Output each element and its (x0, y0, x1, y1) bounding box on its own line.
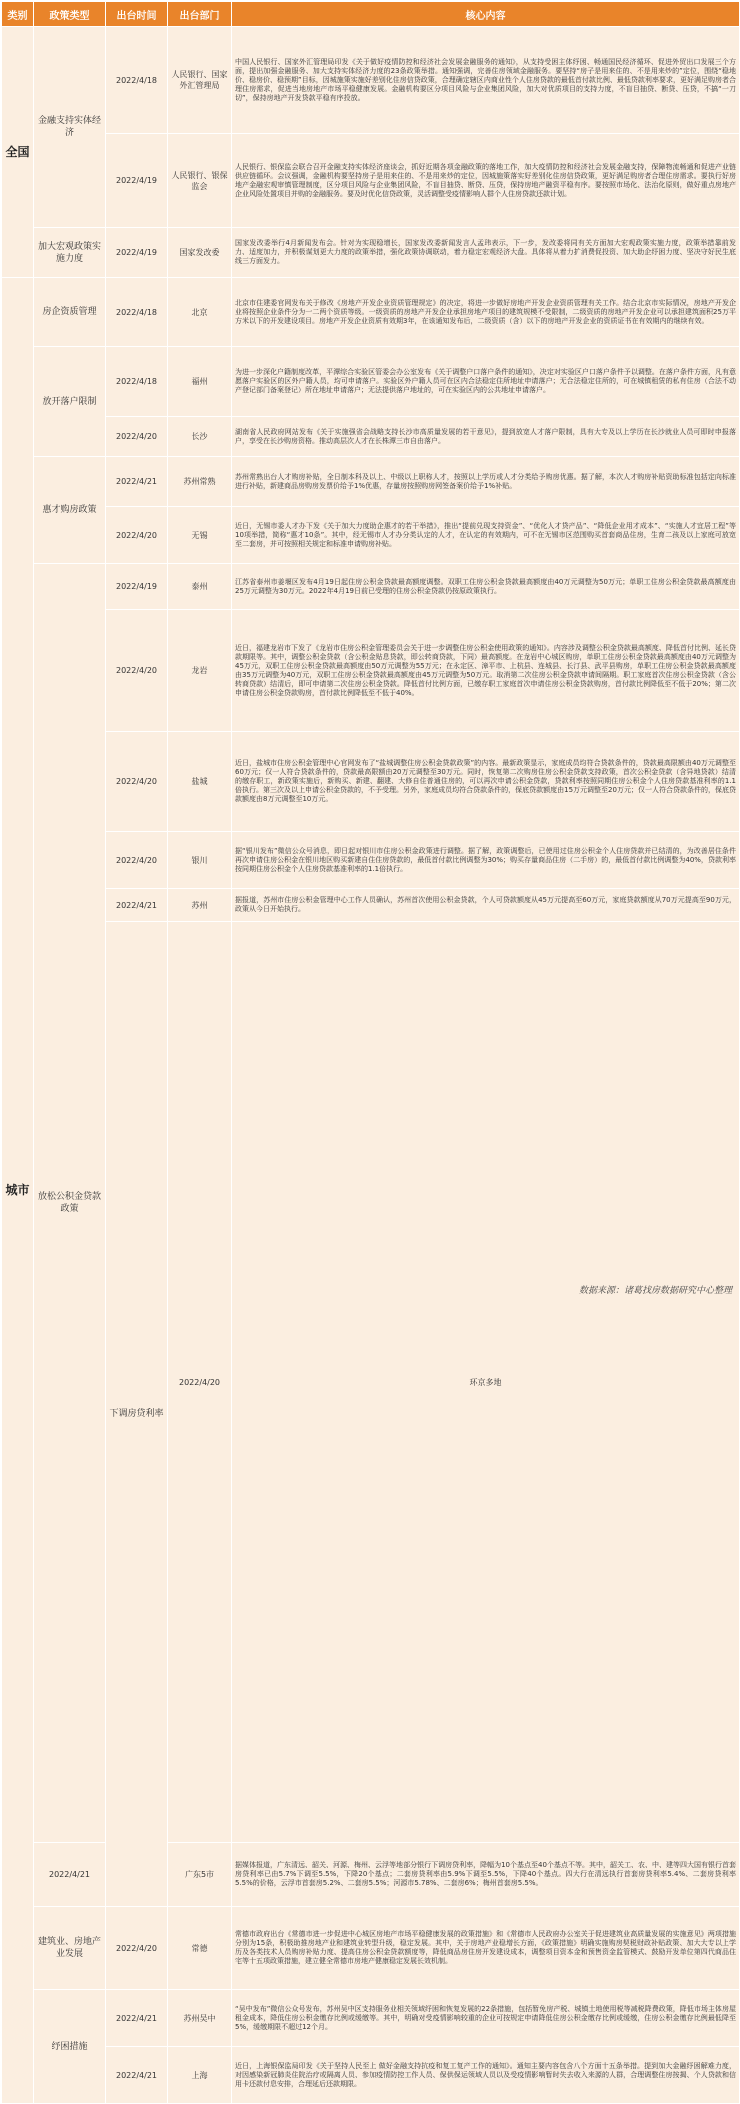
date-cell: 2022/4/21 (34, 1843, 106, 1907)
content-cell: 近日，上海银保监局印发《关于坚持人民至上 做好金融支持抗疫和复工复产工作的通知》。通知主要内容包含八个方面十五条举措。提到加大金融纾困解难力度，对因感染新冠肺炎住院治疗或隔离人员、参加疫情防控工作人员、保供保运领域人员以及受疫情影响暂时失去收入来源的人群，合理调整住房按揭、个人贷款和信用卡还款付息安排，合理延后还款期限。 (232, 2047, 740, 2104)
date-cell: 2022/4/20 (106, 507, 168, 564)
table-row (2, 564, 740, 610)
policy-type-cell: 惠才购房政策 (34, 457, 106, 564)
header-row (2, 2, 740, 27)
date-cell: 2022/4/18 (106, 278, 168, 347)
date-cell: 2022/4/20 (106, 832, 168, 889)
date-cell: 2022/4/21 (106, 1990, 168, 2047)
policy-type-cell: 加大宏观政策实施力度 (34, 228, 106, 278)
department-cell: 无锡 (168, 507, 232, 564)
department-cell: 人民银行、国家外汇管理局 (168, 27, 232, 134)
content-cell: 国家发改委举行4月新闻发布会。针对为实现稳增长，国家发改委新闻发言人孟玮表示，下一步，发改委将同有关方面加大宏观政策实施力度，政策举措靠前发力、适度加力，并积极谋划更大力度的政策举措，强化政策协调联动，着力稳定宏观经济大盘。具体将从着力扩消费促投资、加大助企纾困力度、坚决守好民生底线三方面发力。 (232, 228, 740, 278)
table-row (2, 2047, 740, 2104)
table-row (2, 228, 740, 278)
date-cell: 2022/4/20 (168, 922, 232, 1843)
department-cell: 龙岩 (168, 610, 232, 732)
department-cell: 上海 (168, 2047, 232, 2104)
date-cell: 2022/4/20 (106, 1907, 168, 1990)
table-row (2, 889, 740, 922)
table-row (2, 610, 740, 732)
category-cell: 城市 (2, 278, 34, 2104)
header-category: 类别 (2, 2, 34, 27)
date-cell: 2022/4/18 (106, 347, 168, 417)
date-cell: 2022/4/21 (106, 2047, 168, 2104)
table-row (2, 278, 740, 347)
date-cell: 2022/4/19 (106, 564, 168, 610)
table-row (2, 457, 740, 507)
header-date: 出台时间 (106, 2, 168, 27)
policy-type-cell: 纾困措施 (34, 1990, 106, 2104)
date-cell: 2022/4/21 (106, 889, 168, 922)
department-cell: 国家发改委 (168, 228, 232, 278)
content-cell: “吴中发布”微信公众号发布，苏州吴中区支持服务业相关领域纾困和恢复发展的22条措施，包括暂免房产税、城镇土地使用税等减税降费政策，降低市场主体房屋租金成本，降低住房公积金缴存比例或缓缴等。其中，明确对受疫情影响较重的企业可按规定申请降低住房公积金缴存比例或缓缴，住房公积金缴存比例最低降至5%，缓缴期限不超过12个月。 (232, 1990, 740, 2047)
header-department: 出台部门 (168, 2, 232, 27)
content-cell: 为进一步深化户籍制度改革，平潭综合实验区管委会办公室发布《关于调整户口落户条件的通知》，决定对实验区户口落户条件予以调整。在落户条件方面，凡有意愿落户实验区的区外户籍人员，均可申请落户。实验区外户籍人员可在区内合法稳定住所地址申请落户；无合法稳定住所的，可在城镇租赁的私有住房（合法不动产登记部门备案登记）所在地址申请落户；无法提供落户地址的，可在实验区内的公共地址申请落户。 (232, 347, 740, 417)
policy-type-cell: 下调房贷利率 (106, 922, 168, 1907)
content-cell: 人民银行、银保监会联合召开金融支持实体经济座谈会，抓好近期各项金融政策的落地工作，加大疫情防控和经济社会发展金融支持，保障物流畅通和促进产业链供应链循环。会议强调，金融机构要坚持房子是用来住的、不是用来炒的定位，因城施策落实好差别化住房信贷政策，更好满足购房者合理住房需求。要执行好房地产金融宏观审慎管理制度，区分项目风险与企业集团风险，不盲目抽贷、断贷、压贷，保持房地产融资平稳有序。要按照市场化、法治化原则，做好重点房地产企业风险处置项目并购的金融服务。要及时优化信贷政策，灵活调整受疫情影响人群个人住房贷款还款计划。 (232, 134, 740, 228)
department-cell: 环京多地 (232, 922, 740, 1843)
date-cell: 2022/4/20 (106, 417, 168, 457)
date-cell: 2022/4/18 (106, 27, 168, 134)
header-content: 核心内容 (232, 2, 740, 27)
table-row (2, 832, 740, 889)
content-cell: 中国人民银行、国家外汇管理局印发《关于做好疫情防控和经济社会发展金融服务的通知》，从支持受困主体纾困、畅通国民经济循环、促进外贸出口发展三个方面，提出加强金融服务、加大支持实体经济力度的23条政策举措。通知强调，完善住房领域金融服务。要坚持“房子是用来住的、不是用来炒的”定位，围绕“稳地价、稳房价、稳预期”目标，因城施策实施好差别化住房信贷政策，合理确定辖区内商业性个人住房贷款的最低首付款比例、最低贷款利率要求，更好满足购房者合理住房需求，促进当地房地产市场平稳健康发展。金融机构要区分项目风险与企业集团风险，加大对优质项目的支持力度，不盲目抽贷、断贷、压贷，不搞“一刀切”，保持房地产开发贷款平稳有序投放。 (232, 27, 740, 134)
table-row (2, 134, 740, 228)
policy-type-cell: 金融支持实体经济 (34, 27, 106, 228)
table-row (2, 507, 740, 564)
department-cell: 广东5市 (168, 1843, 232, 1907)
content-cell: 据“银川发布”微信公众号消息，即日起对银川市住房公积金政策进行调整。据了解，政策调整后，已使用过住房公积金个人住房贷款并已结清的，为改善居住条件再次申请住房公积金在银川地区购买新建自住住房贷款的，最低首付款比例调整为30%；购买存量商品住房（二手房）的，最低首付款比例调整为40%，贷款利率按同期住房公积金个人住房贷款基准利率的1.1倍执行。 (232, 832, 740, 889)
data-source-note: 数据来源：诸葛找房数据研究中心整理 (579, 1283, 732, 1296)
category-cell: 全国 (2, 27, 34, 278)
department-cell: 福州 (168, 347, 232, 417)
department-cell: 苏州常熟 (168, 457, 232, 507)
header-policy-type: 政策类型 (34, 2, 106, 27)
policy-type-cell: 放开落户限制 (34, 347, 106, 457)
date-cell: 2022/4/19 (106, 228, 168, 278)
table-row (2, 1907, 740, 1990)
date-cell: 2022/4/20 (106, 732, 168, 832)
content-cell: 北京市住建委官网发布关于修改《房地产开发企业资质管理规定》的决定，将进一步做好房地产开发企业资质管理有关工作。结合北京市实际情况，房地产开发企业将按照企业条件分为一二两个资质等级。一级资质的房地产开发企业承担房地产项目的建筑规模不受限制，二级资质的房地产开发企业可以承担建筑面积25万平方米以下的开发建设项目。房地产开发企业资质有效期3年，在该通知发布后，二级资质（含）以下的房地产开发企业的资质证书在有效期内的继续有效。 (232, 278, 740, 347)
policy-type-cell: 房企资质管理 (34, 278, 106, 347)
department-cell: 北京 (168, 278, 232, 347)
content-cell: 近日，福建龙岩市下发了《龙岩市住房公积金管理委员会关于进一步调整住房公积金使用政策的通知》。内容涉及调整公积金贷款最高额度、降低首付比例、延长贷款期限等。其中，调整公积金贷款（含公积金贴息贷款，即公转商贷款，下同）最高额度。在龙岩中心城区购房，单职工住房公积金贷款最高额度由40万元调整为45万元，双职工住房公积金贷款最高额度由50万元调整为55万元；在永定区、漳平市、上杭县、连城县、长汀县、武平县购房，单职工住房公积金贷款最高额度由35万元调整为40万元，双职工住房公积金贷款最高额度由45万元调整为50万元。取消第二次住房公积金贷款申请间隔期。职工家庭首次住房公积金贷款（含公转商贷款）结清后，即可申请第二次住房公积金贷款。降低首付比例方面，已缴存职工家庭首次申请住房公积金贷款购房，首付款比例降低至不低于20%；第二次申请住房公积金贷款购房，首付款比例降低至不低于40%。 (232, 610, 740, 732)
content-cell: 常德市政府出台《常德市进一步促进中心城区房地产市场平稳健康发展的政策措施》和《常德市人民政府办公室关于促进建筑业高质量发展的实施意见》两项措施分别为15条，积极助推房地产业和建筑业转型升级，稳定发展。其中，关于房地产业稳增长方面，《政策措施》明确实施购房契税财政补贴政策、加大大专以上学历及各类技术人员购房补贴力度、提高住房公积金贷款额度等，降低商品房住房开发建设成本，调整项目资本金和预售资金监管模式、鼓励开发单位第四代商品住宅等十五项政策措施，建立健全常德市房地产健康稳定发展长效机制。 (232, 1907, 740, 1990)
table-row (2, 417, 740, 457)
department-cell: 苏州吴中 (168, 1990, 232, 2047)
policy-type-cell: 放松公积金贷款政策 (34, 564, 106, 1843)
content-cell: 据媒体报道，广东清远、韶关、河源、梅州、云浮等地部分银行下调房贷利率，降幅为10个基点至40个基点不等。其中，韶关工、农、中、建等四大国有银行首套房贷利率已由5.7%下调至5.5%，下降20个基点；二套房贷利率由5.9%下调至5.5%，下降40个基点。四大行在清远执行首套房贷利率5.4%、二套房贷利率5.5%的价格，云浮市首套房5.2%、二套房5.5%；河源市5.78%、二套房6%；梅州首套房5.5%。 (232, 1843, 740, 1907)
table-row (2, 27, 740, 134)
table-row (2, 922, 740, 1843)
content-cell: 近日，盐城市住房公积金管理中心官网发布了“盐城调整住房公积金贷款政策”的内容。最新政策显示，家庭成员均符合贷款条件的，贷款最高限额由40万元调整至60万元；仅一人符合贷款条件的，贷款最高限额由20万元调整至30万元。同时，恢复第二次购房住房公积金贷款支持政策，首次公积金贷款（含异地贷款）结清的缴存职工，新政策实施后，新购买、新建、翻建、大修自住普通住房的，可以再次申请公积金贷款，贷款利率按照同期住房公积金个人住房贷款基准利率的1.1倍执行。第三次及以上申请公积金贷款的，不予受理。另外，家庭成员均符合贷款条件的，保底贷款额度由15万元调整至20万元；仅一人符合贷款条件的，保底贷款额度由8万元调整至10万元。 (232, 732, 740, 832)
department-cell: 银川 (168, 832, 232, 889)
content-cell: 苏州常熟出台人才购房补贴，全日制本科及以上、中级以上职称人才，按照以上学历或人才分类给予购房优惠。据了解，本次人才购房补贴资助标准包括定向标准进行补贴，新建商品房购房发票价给予1%优惠，存量房按照购房网签备案价给予1%补贴。 (232, 457, 740, 507)
table-row (2, 732, 740, 832)
content-cell: 据报道，苏州市住房公积金管理中心工作人员确认，苏州首次使用公积金贷款，个人可贷款额度从45万元提高至60万元，家庭贷款额度从70万元提高至90万元，政策从今日开始执行。 (232, 889, 740, 922)
department-cell: 常德 (168, 1907, 232, 1990)
policy-table (1, 1, 740, 2104)
department-cell: 人民银行、银保监会 (168, 134, 232, 228)
policy-type-cell: 建筑业、房地产业发展 (34, 1907, 106, 1990)
department-cell: 苏州 (168, 889, 232, 922)
date-cell: 2022/4/19 (106, 134, 168, 228)
date-cell: 2022/4/21 (106, 457, 168, 507)
date-cell: 2022/4/20 (106, 610, 168, 732)
department-cell: 盐城 (168, 732, 232, 832)
department-cell: 长沙 (168, 417, 232, 457)
table-row (2, 347, 740, 417)
content-cell: 江苏省泰州市姜堰区发布4月19日起住房公积金贷款最高额度调整。双职工住房公积金贷款最高额度由40万元调整为50万元；单职工住房公积金贷款最高额度由25万元调整为30万元。2022年4月19日前已受理的住房公积金贷款仍按原政策执行。 (232, 564, 740, 610)
content-cell: 近日，无锡市委人才办下发《关于加大力度助企惠才的若干举措》，推出“提前兑现支持资金”、“优化人才贷产品”、“降低企业用才成本”、“实施人才宜居工程”等10项举措，简称“惠才10条”。其中，经无锡市人才办分类认定的人才，在认定的有效期内，可不在无锡市区范围购买首套商品住房，生育二孩及以上家庭可放宽至二套房，并可按照相关规定和标准申请购房补贴。 (232, 507, 740, 564)
content-cell: 湖南省人民政府网站发布《关于实施强省会战略支持长沙市高质量发展的若干意见》，提到放宽人才落户限制，具有大专及以上学历在长沙就业人员可即时申报落户，享受在长沙购房资格。推动高层次人才在长株潭三市自由落户。 (232, 417, 740, 457)
table-row (2, 1990, 740, 2047)
department-cell: 泰州 (168, 564, 232, 610)
